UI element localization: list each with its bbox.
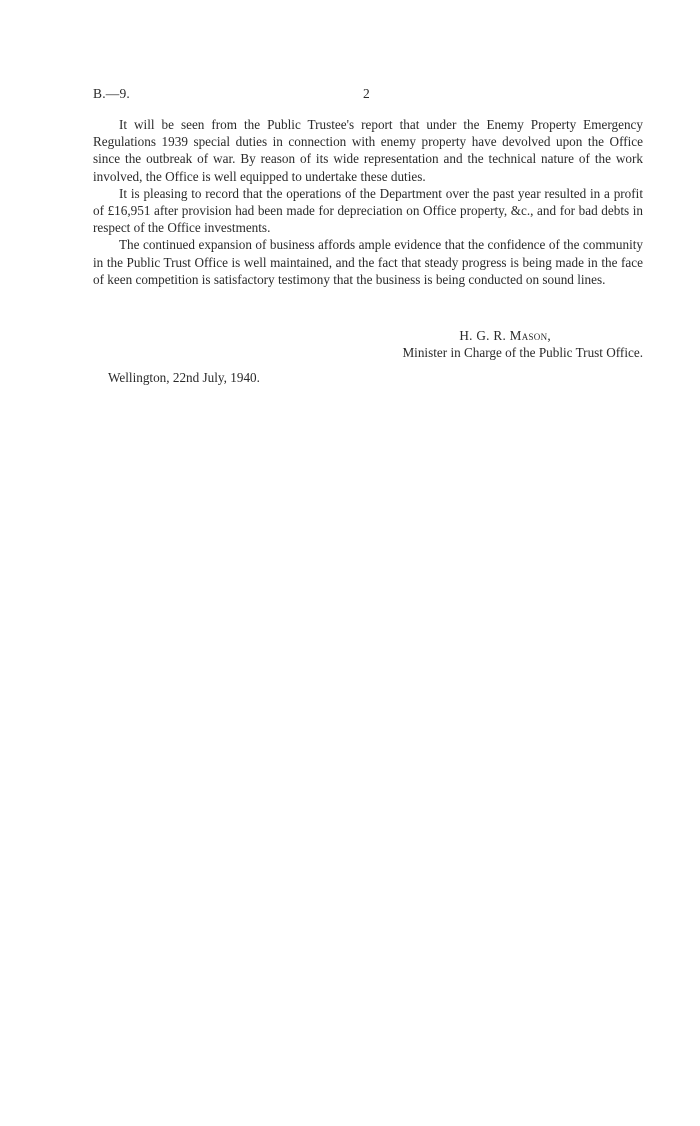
- paragraph-enemy-property: It will be seen from the Public Trustee's report that under the Enemy Property Emergency Regulations 1939 special duties in connection with enemy property have devolved upon the Office since the outbreak of war. By reason of its wide representation and the technical nature of the work involved, the Office is well equipped to undertake these duties.: [93, 117, 643, 184]
- page-header: [93, 86, 643, 106]
- dateline: Wellington, 22nd July, 1940.: [108, 370, 260, 385]
- paragraph-profit: It is pleasing to record that the operations of the Department over the past year resulted in a profit of £16,951 after provision had been made for depreciation on Office property, &c., and for bad debts in respect of the Office investments.: [93, 185, 643, 236]
- signatory-title: Minister in Charge of the Public Trust Office.: [402, 345, 643, 361]
- document-reference: B.—9.: [93, 86, 131, 101]
- paragraph-expansion: The continued expansion of business affords ample evidence that the confidence of the community in the Public Trust Office is well maintained, and the fact that steady progress is being made in the face of keen competition is satisfactory testimony that the business is being conducted on sound lines.: [93, 237, 643, 287]
- signature-block: [93, 327, 643, 361]
- page-number: 2: [363, 86, 370, 101]
- signatory-name: H. G. R. Mason,: [459, 328, 551, 343]
- report-body: [93, 116, 643, 288]
